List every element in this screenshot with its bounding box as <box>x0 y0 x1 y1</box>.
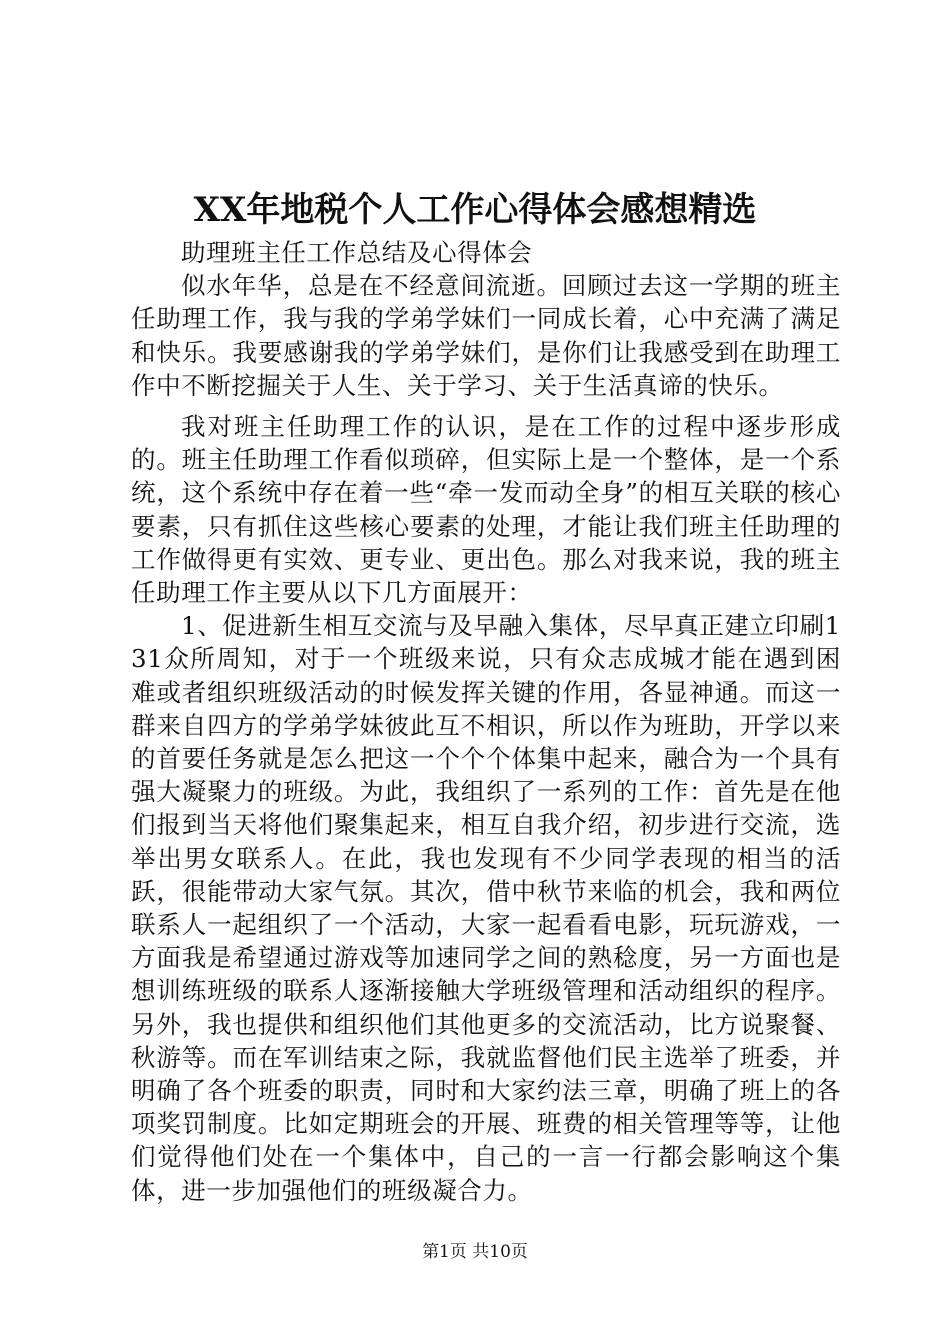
page-footer: 第1页 共10页 <box>422 1242 528 1262</box>
paragraph-1: 似水年华，总是在不经意间流逝。回顾过去这一学期的班主任助理工作，我与我的学弟学妹们一同成长着，心中充满了满足和快乐。我要感谢我的学弟学妹们，是你们让我感受到在助理工作中不断挖掘关于人生、关于学习、关于生活真谛的快乐。 <box>131 271 841 400</box>
paragraph-2: 我对班主任助理工作的认识，是在工作的过程中逐步形成的。班主任助理工作看似琐碎，但实际上是一个整体，是一个系统，这个系统中存在着一些“牵一发而动全身”的相互关联的核心要素，只有抓住这些核心要素的处理，才能让我们班主任助理的工作做得更有实效、更专业、更出色。那么对我来说，我的班主任助理工作主要从以下几方面展开： <box>131 412 841 608</box>
document-body <box>131 236 841 1207</box>
document-title: XX年地税个人工作心得体会感想精选 <box>193 190 757 230</box>
document-subtitle: 助理班主任工作总结及心得体会 <box>181 238 533 267</box>
paragraph-3: 1、促进新生相互交流与及早融入集体，尽早真正建立印刷131众所周知，对于一个班级来说，只有众志成城才能在遇到困难或者组织班级活动的时候发挥关键的作用，各显神通。而这一群来自四方的学弟学妹彼此互不相识，所以作为班助，开学以来的首要任务就是怎么把这一个个个体集中起来，融合为一个具有强大凝聚力的班级。为此，我组织了一系列的工作：首先是在他们报到当天将他们聚集起来，相互自我介绍，初步进行交流，选举出男女联系人。在此，我也发现有不少同学表现的相当的活跃，很能带动大家气氛。其次，借中秋节来临的机会，我和两位联系人一起组织了一个活动，大家一起看看电影，玩玩游戏，一方面我是希望通过游戏等加速同学之间的熟稔度，另一方面也是想训练班级的联系人逐渐接触大学班级管理和活动组织的程序。另外，我也提供和组织他们其他更多的交流活动，比方说聚餐、秋游等。而在军训结束之际，我就监督他们民主选举了班委，并明确了各个班委的职责，同时和大家约法三章，明确了班上的各项奖罚制度。比如定期班会的开展、班费的相关管理等等，让他们觉得他们处在一个集体中，自己的一言一行都会影响这个集体，进一步加强他们的班级凝合力。 <box>131 611 841 1205</box>
